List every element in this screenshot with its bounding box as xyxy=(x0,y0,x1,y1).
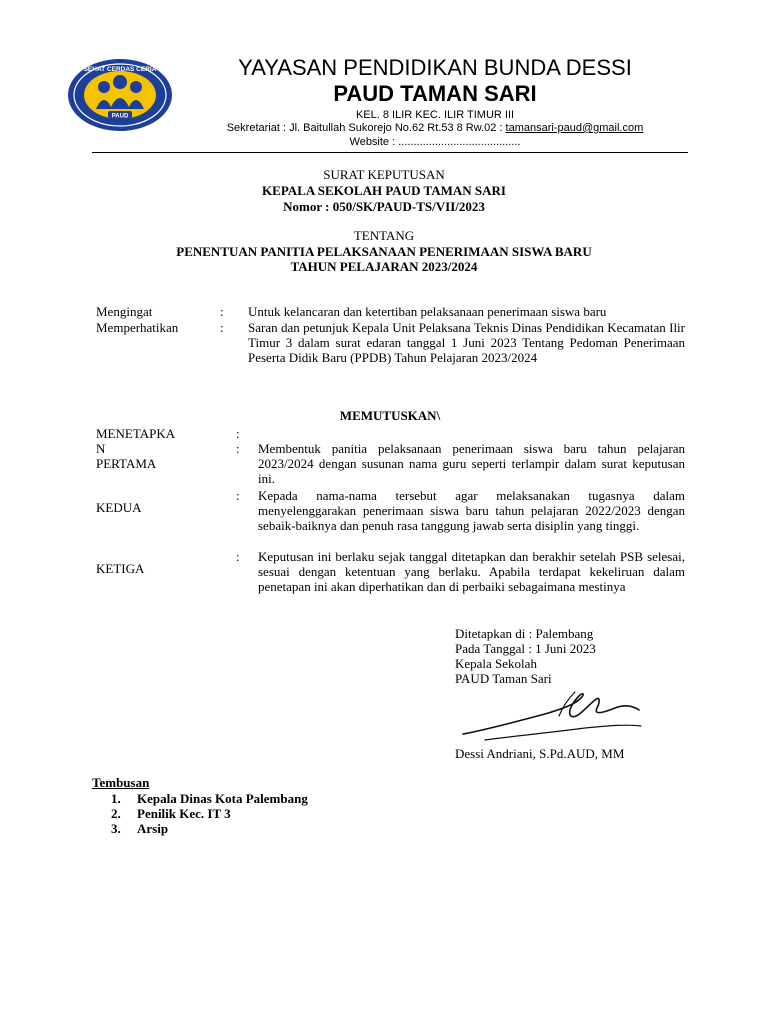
signing-place: Ditetapkan di : Palembang xyxy=(455,626,594,641)
svg-text:PAUD: PAUD xyxy=(111,113,129,120)
decision-item-text: Kepada nama-nama tersebut agar melaksanakan tugasnya dalam menyelenggarakan penerimaan siswa baru tahun pelajaran 2022/2023 dengan sebaik-baiknya dan penuh rasa tanggung jawab serta disiplin yang tinggi. xyxy=(258,488,685,533)
copies-item-text: Penilik Kec. IT 3 xyxy=(137,806,231,821)
subject-year: TAHUN PELAJARAN 2023/2024 xyxy=(290,259,478,274)
decision-item-colon: : xyxy=(236,441,240,456)
copies-item xyxy=(111,821,168,836)
decree-number: Nomor : 050/SK/PAUD-TS/VII/2023 xyxy=(283,199,485,214)
website-line: Website : ........................................ xyxy=(349,136,521,148)
decision-item-label: KETIGA xyxy=(96,561,145,576)
school-logo-icon xyxy=(66,57,174,133)
decree-issuer: KEPALA SEKOLAH PAUD TAMAN SARI xyxy=(262,183,506,198)
establish-label-wrap: N xyxy=(96,441,106,456)
decision-item-label: KEDUA xyxy=(96,500,142,515)
copies-title: Tembusan xyxy=(92,775,150,790)
subject-heading: TENTANG xyxy=(353,228,415,243)
decision-heading: MEMUTUSKAN\ xyxy=(339,408,441,423)
svg-text:SEHAT CERDAS CERIA: SEHAT CERDAS CERIA xyxy=(83,66,157,73)
decision-item-text: Membentuk panitia pelaksanaan penerimaan siswa baru tahun pelajaran 2023/2024 dengan susunan nama guru seperti terlampir dalam surat keputusan ini. xyxy=(258,441,685,486)
copies-item-number: 2. xyxy=(111,806,121,821)
copies-item xyxy=(111,791,308,806)
consideration-colon: : xyxy=(220,320,224,335)
copies-item-number: 1. xyxy=(111,791,121,806)
decision-item-colon: : xyxy=(236,549,240,564)
handwritten-signature-icon xyxy=(455,686,645,744)
establish-label: MENETAPKA xyxy=(96,426,176,441)
secretariat-address: Sekretariat : Jl. Baitullah Sukorejo No.62 Rt.53 8 Rw.02 : xyxy=(226,122,506,134)
signer-position: Kepala Sekolah xyxy=(455,656,537,671)
foundation-name: YAYASAN PENDIDIKAN BUNDA DESSI xyxy=(238,55,632,80)
email-link[interactable]: tamansari-paud@gmail.com xyxy=(505,122,644,134)
establish-colon: : xyxy=(236,426,240,441)
letterhead-divider xyxy=(92,152,688,153)
subject-line: PENENTUAN PANITIA PELAKSANAAN PENERIMAAN SISWA BARU xyxy=(176,244,592,259)
decree-title: SURAT KEPUTUSAN xyxy=(323,167,445,182)
decision-item-text: Keputusan ini berlaku sejak tanggal ditetapkan dan berakhir setelah PSB selesai, sesuai dengan ketentuan yang berlaku. Apabila terdapat kekeliruan dalam penetapan ini akan diperhatikan dan di perbaiki sebagaimana mestinya xyxy=(258,549,685,594)
signer-institution: PAUD Taman Sari xyxy=(455,671,552,686)
copies-item-text: Arsip xyxy=(137,821,169,836)
secretariat-line xyxy=(180,121,690,135)
copies-item xyxy=(111,806,231,821)
school-address: KEL. 8 ILIR KEC. ILIR TIMUR III xyxy=(355,109,515,121)
copies-item-number: 3. xyxy=(111,821,121,836)
school-name: PAUD TAMAN SARI xyxy=(333,81,537,106)
consideration-label: Memperhatikan xyxy=(96,320,179,335)
copies-item-text: Kepala Dinas Kota Palembang xyxy=(137,791,308,806)
signing-date: Pada Tanggal : 1 Juni 2023 xyxy=(455,641,596,656)
consideration-colon: : xyxy=(220,304,224,319)
consideration-label: Mengingat xyxy=(96,304,153,319)
signer-name: Dessi Andriani, S.Pd.AUD, MM xyxy=(455,746,625,761)
decision-item-label: PERTAMA xyxy=(96,456,157,471)
decision-item-colon: : xyxy=(236,488,240,503)
consideration-text: Untuk kelancaran dan ketertiban pelaksanaan penerimaan siswa baru xyxy=(248,304,607,319)
consideration-text: Saran dan petunjuk Kepala Unit Pelaksana Teknis Dinas Pendidikan Kecamatan Ilir Timur 3 dalam surat edaran tanggal 1 Juni 2023 Tentang Pedoman Penerimaan Peserta Didik Baru (PPDB) Tahun Pelajaran 2023/2024 xyxy=(248,320,685,365)
